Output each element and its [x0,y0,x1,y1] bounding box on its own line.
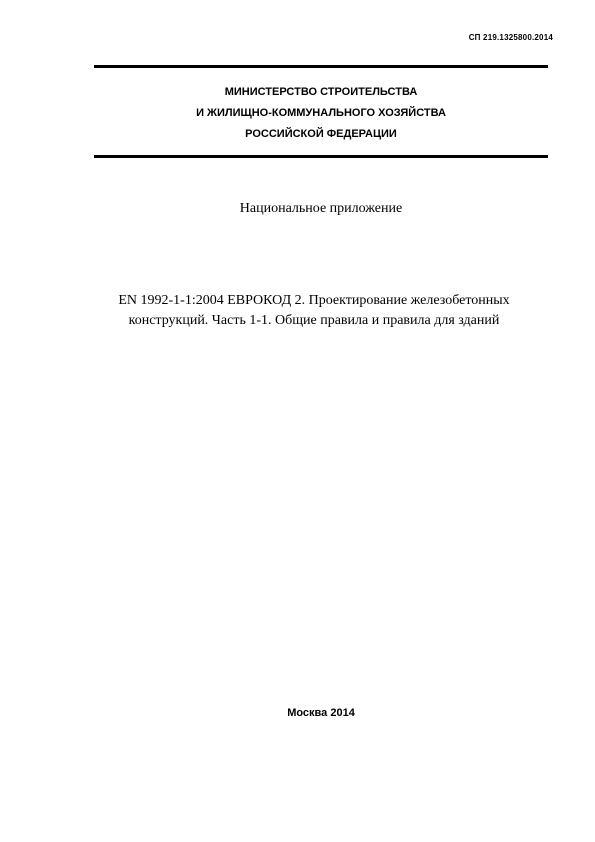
document-code: СП 219.1325800.2014 [468,33,553,42]
top-divider [94,65,548,68]
appendix-label: Национальное приложение [239,201,403,216]
city-year: Москва 2014 [287,707,355,719]
ministry-line-3: РОССИЙСКОЙ ФЕДЕРАЦИИ [245,128,397,140]
ministry-block [94,82,548,145]
bottom-divider [94,155,548,158]
ministry-line-2: И ЖИЛИЩНО-КОММУНАЛЬНОГО ХОЗЯЙСТВА [196,107,446,119]
document-title [60,291,568,331]
title-line-1: EN 1992-1-1:2004 ЕВРОКОД 2. Проектирование железобетонных [118,293,510,308]
ministry-line-1: МИНИСТЕРСТВО СТРОИТЕЛЬСТВА [224,86,418,98]
title-line-2: конструкций. Часть 1-1. Общие правила и правила для зданий [128,313,500,328]
